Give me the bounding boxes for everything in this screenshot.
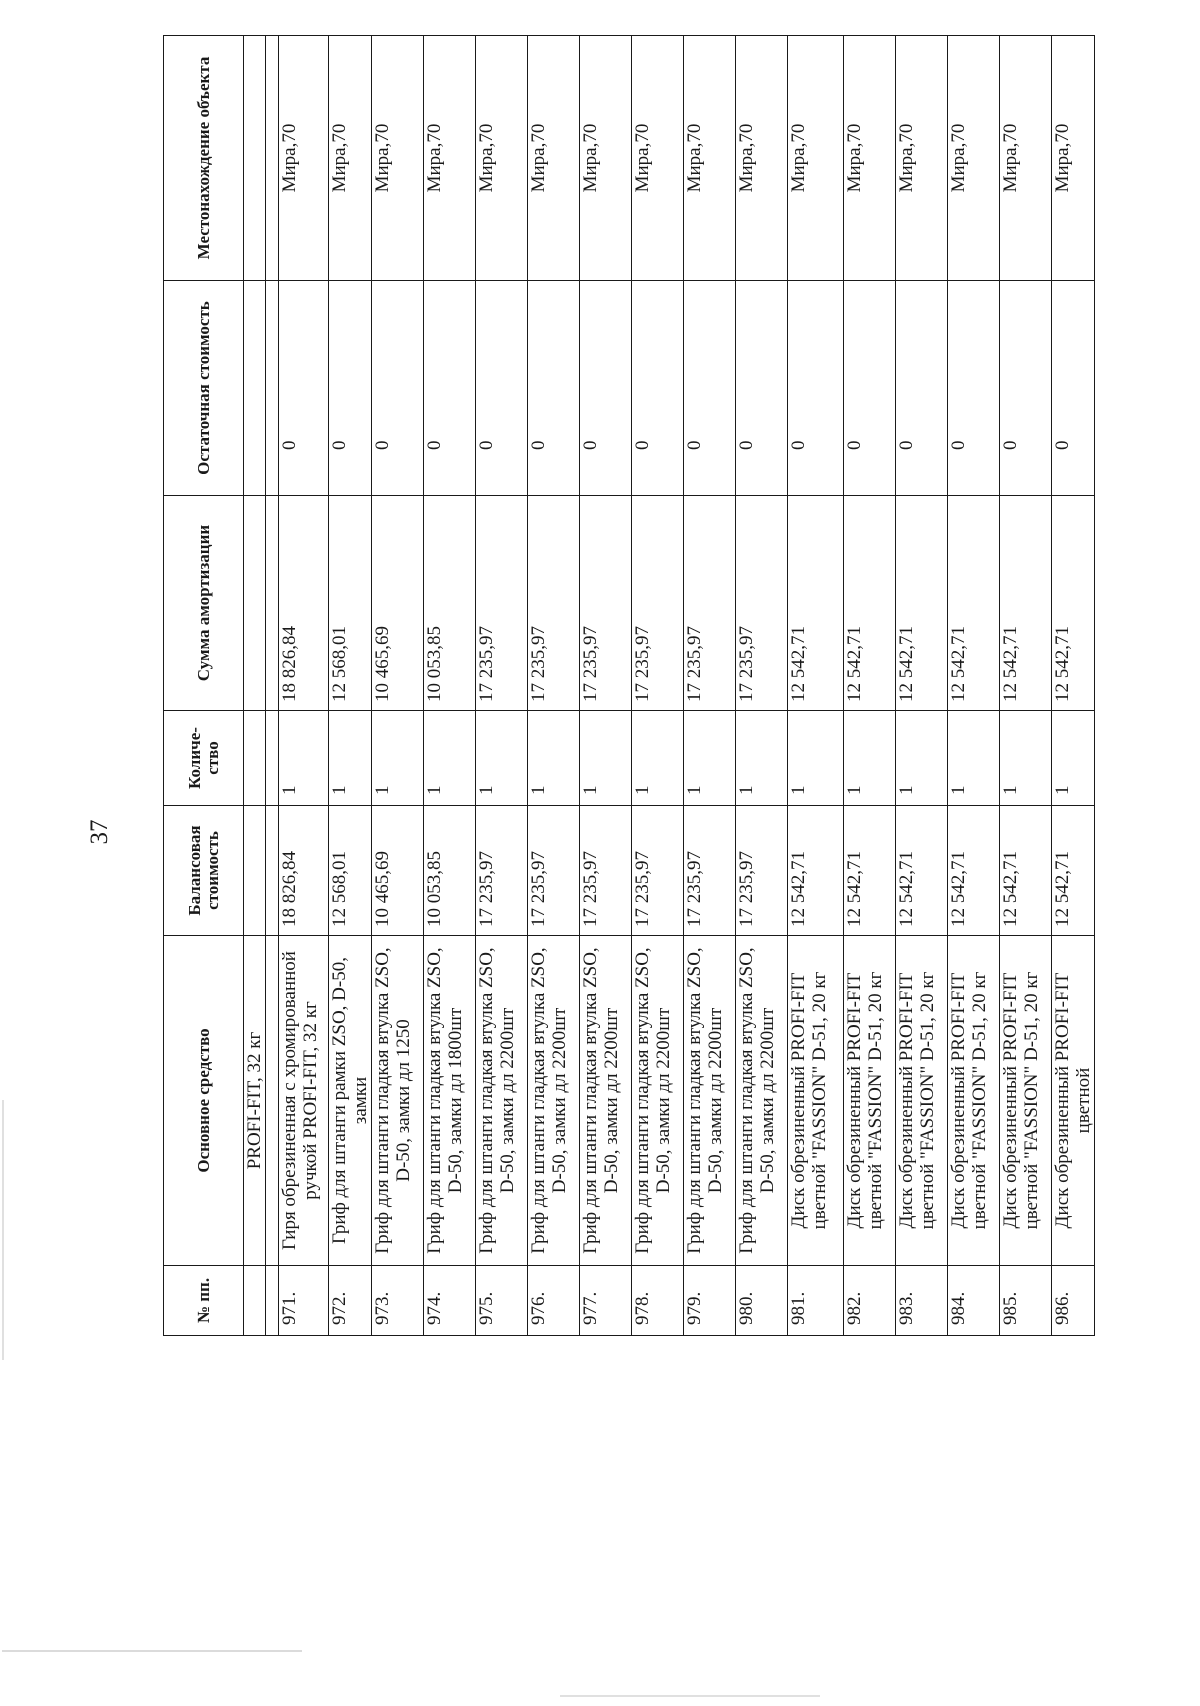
asset-name-cell: Диск обрезиненный PROFI-FIT цветной "FASSION" D-51, 20 кг [896, 936, 948, 1266]
location-cell: Мира,70 [684, 36, 736, 281]
continued-row [244, 36, 266, 1336]
quantity-cell: 1 [948, 711, 1000, 806]
quantity-cell: 1 [844, 711, 896, 806]
row-number-cell: 986. [1052, 1266, 1095, 1336]
table-row [844, 36, 896, 1336]
header-qty: Количе-ство [164, 711, 244, 806]
amortization-cell: 17 235,97 [580, 496, 632, 711]
table-row [896, 36, 948, 1336]
residual-value-cell: 0 [329, 281, 372, 496]
table-row [788, 36, 844, 1336]
location-cell: Мира,70 [948, 36, 1000, 281]
balance-value-cell: 17 235,97 [684, 806, 736, 936]
table-header-row [164, 36, 244, 1336]
residual-value-cell: 0 [1052, 281, 1095, 496]
amortization-cell: 12 542,71 [948, 496, 1000, 711]
header-balance: Балансовая стоимость [164, 806, 244, 936]
asset-name-cell: Гриф для штанги гладкая втулка ZSO, D-50, замки дл 2200шт [528, 936, 580, 1266]
quantity-cell: 1 [476, 711, 528, 806]
balance-value-cell: 12 542,71 [948, 806, 1000, 936]
table-row [632, 36, 684, 1336]
residual-value-cell: 0 [632, 281, 684, 496]
row-number-cell: 973. [372, 1266, 424, 1336]
fixed-assets-table [163, 35, 1095, 1336]
continued-asset-cell: PROFI-FIT, 32 кг [244, 936, 266, 1266]
location-cell: Мира,70 [329, 36, 372, 281]
table-row [279, 36, 329, 1336]
residual-value-cell: 0 [844, 281, 896, 496]
table-row [684, 36, 736, 1336]
balance-value-cell: 10 465,69 [372, 806, 424, 936]
asset-name-cell: Гриф для штанги гладкая втулка ZSO, D-50, замки дл 1250 [372, 936, 424, 1266]
location-cell: Мира,70 [1052, 36, 1095, 281]
amortization-cell: 10 053,85 [424, 496, 476, 711]
asset-name-cell: Гриф для штанги гладкая втулка ZSO, D-50, замки дл 2200шт [684, 936, 736, 1266]
table-row [1052, 36, 1095, 1336]
header-asset: Основное средство [164, 936, 244, 1266]
location-cell: Мира,70 [632, 36, 684, 281]
table-body [244, 36, 1095, 1336]
table-row [329, 36, 372, 1336]
asset-table-rotated [163, 36, 1094, 1336]
balance-value-cell: 12 542,71 [844, 806, 896, 936]
row-number-cell: 971. [279, 1266, 329, 1336]
residual-value-cell: 0 [788, 281, 844, 496]
location-cell: Мира,70 [1000, 36, 1052, 281]
residual-value-cell: 0 [1000, 281, 1052, 496]
location-cell: Мира,70 [788, 36, 844, 281]
table-row [948, 36, 1000, 1336]
residual-value-cell: 0 [424, 281, 476, 496]
balance-value-cell: 12 542,71 [788, 806, 844, 936]
asset-name-cell: Диск обрезиненный PROFI-FIT цветной [1052, 936, 1095, 1266]
scan-artifact [2, 1650, 302, 1652]
table-row [1000, 36, 1052, 1336]
asset-name-cell: Гриф для штанги гладкая втулка ZSO, D-50, замки дл 1800шт [424, 936, 476, 1266]
row-number-cell: 982. [844, 1266, 896, 1336]
location-cell: Мира,70 [844, 36, 896, 281]
quantity-cell: 1 [372, 711, 424, 806]
amortization-cell: 17 235,97 [476, 496, 528, 711]
asset-name-cell: Гриф для штанги рамки ZSO, D-50, замки [329, 936, 372, 1266]
row-number-cell: 972. [329, 1266, 372, 1336]
quantity-cell: 1 [329, 711, 372, 806]
residual-value-cell: 0 [372, 281, 424, 496]
balance-value-cell: 17 235,97 [528, 806, 580, 936]
amortization-cell: 10 465,69 [372, 496, 424, 711]
quantity-cell: 1 [528, 711, 580, 806]
amortization-cell: 12 542,71 [844, 496, 896, 711]
scan-artifact [2, 1100, 4, 1360]
amortization-cell: 17 235,97 [528, 496, 580, 711]
location-cell: Мира,70 [528, 36, 580, 281]
balance-value-cell: 17 235,97 [736, 806, 788, 936]
location-cell: Мира,70 [424, 36, 476, 281]
asset-name-cell: Диск обрезиненный PROFI-FIT цветной "FASSION" D-51, 20 кг [948, 936, 1000, 1266]
balance-value-cell: 10 053,85 [424, 806, 476, 936]
balance-value-cell: 17 235,97 [580, 806, 632, 936]
quantity-cell: 1 [684, 711, 736, 806]
amortization-cell: 17 235,97 [632, 496, 684, 711]
location-cell: Мира,70 [580, 36, 632, 281]
row-number-cell: 985. [1000, 1266, 1052, 1336]
row-number-cell: 974. [424, 1266, 476, 1336]
quantity-cell: 1 [279, 711, 329, 806]
header-location: Местонахождение объекта [164, 36, 244, 281]
row-number-cell: 978. [632, 1266, 684, 1336]
scan-artifact [560, 1695, 820, 1697]
asset-name-cell: Гриф для штанги гладкая втулка ZSO, D-50, замки дл 2200шт [736, 936, 788, 1266]
amortization-cell: 17 235,97 [684, 496, 736, 711]
quantity-cell: 1 [1000, 711, 1052, 806]
table-row [372, 36, 424, 1336]
asset-name-cell: Диск обрезиненный PROFI-FIT цветной "FASSION" D-51, 20 кг [844, 936, 896, 1266]
residual-value-cell: 0 [476, 281, 528, 496]
table-row [476, 36, 528, 1336]
quantity-cell: 1 [736, 711, 788, 806]
table-row [580, 36, 632, 1336]
location-cell: Мира,70 [279, 36, 329, 281]
asset-name-cell: Диск обрезиненный PROFI-FIT цветной "FASSION" D-51, 20 кг [1000, 936, 1052, 1266]
amortization-cell: 17 235,97 [736, 496, 788, 711]
amortization-cell: 12 568,01 [329, 496, 372, 711]
table-row [736, 36, 788, 1336]
quantity-cell: 1 [1052, 711, 1095, 806]
spacer-row [266, 36, 279, 1336]
balance-value-cell: 18 826,84 [279, 806, 329, 936]
asset-name-cell: Гриф для штанги гладкая втулка ZSO, D-50, замки дл 2200шт [632, 936, 684, 1266]
amortization-cell: 18 826,84 [279, 496, 329, 711]
balance-value-cell: 12 542,71 [1052, 806, 1095, 936]
row-number-cell: 980. [736, 1266, 788, 1336]
residual-value-cell: 0 [948, 281, 1000, 496]
header-residual: Остаточная стоимость [164, 281, 244, 496]
row-number-cell: 984. [948, 1266, 1000, 1336]
location-cell: Мира,70 [476, 36, 528, 281]
header-amortization: Сумма амортизации [164, 496, 244, 711]
amortization-cell: 12 542,71 [1000, 496, 1052, 711]
balance-value-cell: 17 235,97 [632, 806, 684, 936]
header-num: № пп. [164, 1266, 244, 1336]
quantity-cell: 1 [580, 711, 632, 806]
location-cell: Мира,70 [736, 36, 788, 281]
row-number-cell: 976. [528, 1266, 580, 1336]
balance-value-cell: 12 542,71 [896, 806, 948, 936]
row-number-cell: 975. [476, 1266, 528, 1336]
quantity-cell: 1 [424, 711, 476, 806]
residual-value-cell: 0 [279, 281, 329, 496]
quantity-cell: 1 [896, 711, 948, 806]
asset-name-cell: Гриф для штанги гладкая втулка ZSO, D-50, замки дл 2200шт [580, 936, 632, 1266]
residual-value-cell: 0 [528, 281, 580, 496]
asset-name-cell: Гиря обрезиненная с хромированной ручкой PROFI-FIT, 32 кг [279, 936, 329, 1266]
amortization-cell: 12 542,71 [1052, 496, 1095, 711]
balance-value-cell: 12 542,71 [1000, 806, 1052, 936]
page-number: 37 [86, 819, 113, 845]
quantity-cell: 1 [632, 711, 684, 806]
asset-name-cell: Диск обрезиненный PROFI-FIT цветной "FASSION" D-51, 20 кг [788, 936, 844, 1266]
location-cell: Мира,70 [896, 36, 948, 281]
row-number-cell: 981. [788, 1266, 844, 1336]
table-row [528, 36, 580, 1336]
balance-value-cell: 17 235,97 [476, 806, 528, 936]
asset-name-cell: Гриф для штанги гладкая втулка ZSO, D-50, замки дл 2200шт [476, 936, 528, 1266]
location-cell: Мира,70 [372, 36, 424, 281]
row-number-cell: 979. [684, 1266, 736, 1336]
row-number-cell: 977. [580, 1266, 632, 1336]
residual-value-cell: 0 [736, 281, 788, 496]
row-number-cell: 983. [896, 1266, 948, 1336]
amortization-cell: 12 542,71 [788, 496, 844, 711]
residual-value-cell: 0 [580, 281, 632, 496]
residual-value-cell: 0 [684, 281, 736, 496]
quantity-cell: 1 [788, 711, 844, 806]
table-row [424, 36, 476, 1336]
residual-value-cell: 0 [896, 281, 948, 496]
amortization-cell: 12 542,71 [896, 496, 948, 711]
balance-value-cell: 12 568,01 [329, 806, 372, 936]
